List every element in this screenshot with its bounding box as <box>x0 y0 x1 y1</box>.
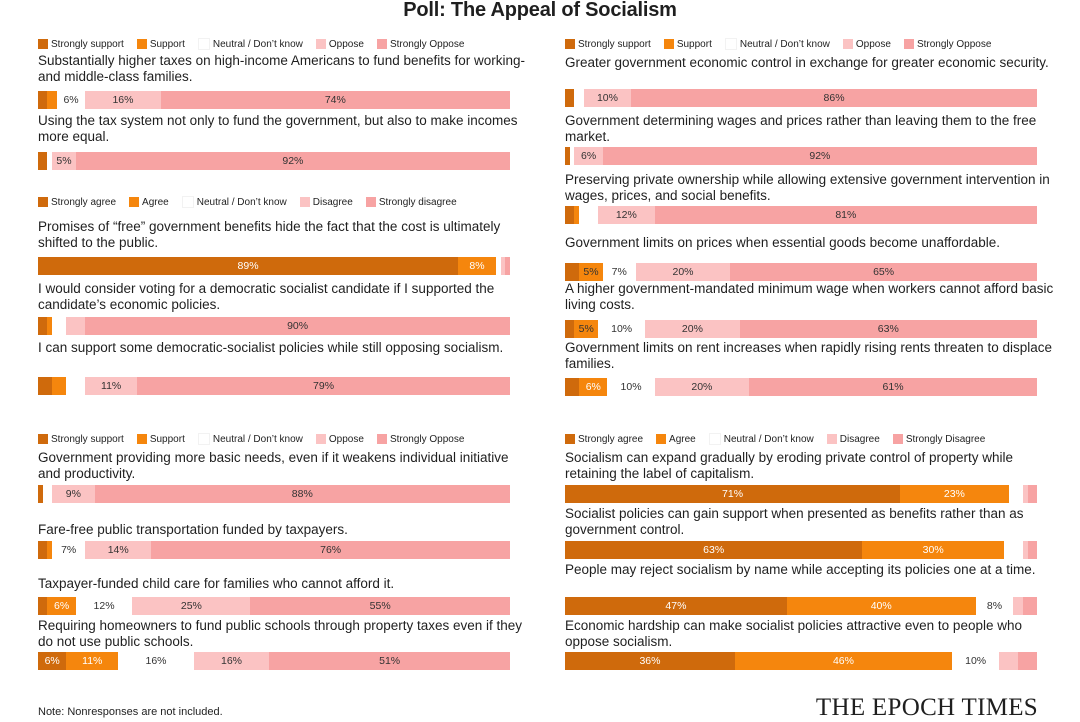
legend-label: Support <box>149 38 185 50</box>
legend-item <box>904 39 992 50</box>
legend-label: Strongly disagree <box>378 196 457 208</box>
bar-segment <box>38 377 52 395</box>
bar-segment <box>38 597 47 615</box>
question-text: Government limits on rent increases when rapidly rising rents threaten to displace families. <box>565 340 1052 371</box>
chart-legend <box>565 432 998 446</box>
legend-swatch <box>300 197 310 207</box>
data-label: 6% <box>585 381 601 393</box>
data-label: 10% <box>620 381 642 393</box>
bar-segment <box>38 91 47 109</box>
data-label: 6% <box>63 94 79 106</box>
question-text: Economic hardship can make socialist policies attractive even to people who oppose socialism. <box>565 618 1022 649</box>
bar-segment <box>1023 597 1037 615</box>
legend-swatch <box>565 434 575 444</box>
question-text: Promises of “free” government benefits hide the fact that the cost is ultimately shifted to the public. <box>38 219 501 250</box>
legend-label: Disagree <box>839 433 880 445</box>
data-label: 47% <box>665 600 687 612</box>
bar-segment <box>1009 485 1023 503</box>
stacked-bar <box>565 147 1037 165</box>
stacked-bar <box>565 652 1037 670</box>
stacked-bar <box>38 257 510 275</box>
legend-item <box>565 434 643 445</box>
data-label: 8% <box>469 260 485 272</box>
legend-item <box>366 197 457 208</box>
legend-swatch <box>38 434 48 444</box>
question-text: People may reject socialism by name while accepting its policies one at a time. <box>565 562 1036 577</box>
stacked-bar <box>565 320 1037 338</box>
legend-item <box>827 434 880 445</box>
chart-legend <box>565 37 1004 51</box>
data-label: 55% <box>369 600 391 612</box>
chart-legend <box>38 432 477 446</box>
legend-label: Strongly Disagree <box>905 433 986 445</box>
stacked-bar <box>38 485 510 503</box>
bar-segment <box>1028 541 1037 559</box>
legend-item <box>129 197 169 208</box>
data-label: 51% <box>379 655 401 667</box>
legend-label: Strongly Oppose <box>389 38 465 50</box>
question-text: Substantially higher taxes on high-income Americans to fund benefits for working- and middle-class families. <box>38 53 526 84</box>
bar-segment <box>47 91 56 109</box>
stacked-bar <box>565 485 1037 503</box>
legend-swatch <box>725 38 737 50</box>
bar-segment <box>52 377 66 395</box>
question-text: Fare-free public transportation funded by taxpayers. <box>38 522 348 537</box>
stacked-bar <box>38 541 510 559</box>
legend-swatch <box>377 434 387 444</box>
data-label: 6% <box>54 600 70 612</box>
stacked-bar <box>38 377 510 395</box>
data-label: 61% <box>882 381 904 393</box>
data-label: 81% <box>835 209 857 221</box>
data-label: 46% <box>832 655 854 667</box>
data-label: 7% <box>61 544 77 556</box>
data-label: 5% <box>578 323 594 335</box>
question-text: Requiring homeowners to fund public schools through property taxes even if they do not use public schools. <box>38 618 523 649</box>
footnote: Note: Nonresponses are not included. <box>38 706 223 718</box>
legend-item <box>38 197 116 208</box>
legend-label: Strongly support <box>578 38 651 50</box>
legend-item <box>198 433 303 445</box>
stacked-bar <box>565 378 1037 396</box>
legend-item <box>709 433 814 445</box>
data-label: 5% <box>583 266 599 278</box>
bar-segment <box>38 152 47 170</box>
legend-item <box>656 434 696 445</box>
data-label: 65% <box>873 266 895 278</box>
stacked-bar <box>565 263 1037 281</box>
bar-segment <box>574 89 583 107</box>
legend-label: Oppose <box>328 433 364 445</box>
legend-label: Support <box>149 433 185 445</box>
stacked-bar <box>565 89 1037 107</box>
stacked-bar <box>565 206 1037 224</box>
data-label: 92% <box>809 150 831 162</box>
chart-title: Poll: The Appeal of Socialism <box>403 0 677 21</box>
question-text: Government limits on prices when essential goods become unaffordable. <box>565 235 1000 250</box>
data-label: 8% <box>986 600 1003 612</box>
legend-item <box>198 38 303 50</box>
legend-item <box>182 196 287 208</box>
legend-item <box>316 39 364 50</box>
stacked-bar <box>38 152 510 170</box>
bar-segment <box>505 257 510 275</box>
data-label: 92% <box>282 155 304 167</box>
legend-label: Oppose <box>328 38 364 50</box>
legend-swatch <box>377 39 387 49</box>
data-label: 9% <box>65 488 81 500</box>
stacked-bar <box>38 317 510 335</box>
data-label: 20% <box>672 266 694 278</box>
question-text: A higher government-mandated minimum wage when workers cannot afford basic living costs. <box>565 281 1054 312</box>
bar-segment <box>565 89 574 107</box>
data-label: 25% <box>180 600 202 612</box>
legend-label: Neutral / Don’t know <box>212 38 303 50</box>
question-text: Greater government economic control in exchange for greater economic security. <box>565 55 1049 70</box>
legend-item <box>664 39 712 50</box>
data-label: 10% <box>965 655 987 667</box>
data-label: 12% <box>93 600 115 612</box>
legend-label: Strongly agree <box>578 433 644 445</box>
data-label: 11% <box>101 380 122 392</box>
question-text: I would consider voting for a democratic socialist candidate if I supported the candidate’s economic policies. <box>38 281 495 312</box>
legend-swatch <box>656 434 666 444</box>
bar-segment <box>1028 485 1037 503</box>
legend-swatch <box>366 197 376 207</box>
data-label: 71% <box>722 488 744 500</box>
data-label: 23% <box>943 488 965 500</box>
question-text: Preserving private ownership while allowing extensive government intervention in wages, prices, and social benefits. <box>565 172 1050 203</box>
data-label: 79% <box>313 380 335 392</box>
data-label: 90% <box>287 320 309 332</box>
legend-swatch <box>137 434 147 444</box>
bar-segment <box>38 317 47 335</box>
legend-swatch <box>827 434 837 444</box>
legend-swatch <box>198 38 210 50</box>
legend-item <box>300 197 353 208</box>
bar-segment <box>66 377 85 395</box>
data-label: 20% <box>691 381 713 393</box>
legend-label: Agree <box>142 196 169 208</box>
question-text: Government determining wages and prices rather than leaving them to the free market. <box>565 113 1037 144</box>
data-label: 16% <box>112 94 134 106</box>
data-label: 63% <box>877 323 899 335</box>
data-label: 89% <box>237 260 259 272</box>
question-text: Government providing more basic needs, even if it weakens individual initiative and productivity. <box>38 450 509 481</box>
data-label: 88% <box>291 488 313 500</box>
data-label: 16% <box>145 655 167 667</box>
legend-item <box>377 434 465 445</box>
stacked-bar <box>38 91 510 109</box>
data-label: 16% <box>221 655 243 667</box>
legend-label: Neutral / Don’t know <box>196 196 287 208</box>
legend-swatch <box>664 39 674 49</box>
bar-segment <box>1004 541 1023 559</box>
stacked-bar <box>38 597 510 615</box>
legend-swatch <box>129 197 139 207</box>
data-label: 36% <box>639 655 661 667</box>
legend-item <box>725 38 830 50</box>
data-label: 40% <box>870 600 892 612</box>
legend-swatch <box>137 39 147 49</box>
legend-label: Strongly Oppose <box>389 433 465 445</box>
bar-segment <box>52 317 66 335</box>
data-label: 63% <box>703 544 725 556</box>
legend-item <box>377 39 465 50</box>
data-label: 6% <box>581 150 597 162</box>
legend-swatch <box>38 39 48 49</box>
legend-swatch <box>843 39 853 49</box>
question-text: I can support some democratic-socialist policies while still opposing socialism. <box>38 340 504 355</box>
legend-label: Oppose <box>855 38 891 50</box>
data-label: 74% <box>324 94 346 106</box>
data-label: 11% <box>82 655 103 667</box>
legend-label: Strongly Oppose <box>916 38 992 50</box>
bar-segment <box>999 652 1018 670</box>
legend-label: Support <box>676 38 712 50</box>
legend-swatch <box>198 433 210 445</box>
legend-swatch <box>893 434 903 444</box>
bar-segment <box>565 206 574 224</box>
bar-segment <box>565 378 579 396</box>
legend-item <box>38 39 124 50</box>
legend-label: Strongly support <box>51 38 124 50</box>
bar-segment <box>66 317 85 335</box>
bar-segment <box>579 206 598 224</box>
chart-legend <box>38 195 470 209</box>
data-label: 30% <box>922 544 944 556</box>
chart-legend <box>38 37 477 51</box>
data-label: 12% <box>615 209 637 221</box>
legend-item <box>565 39 651 50</box>
legend-swatch <box>904 39 914 49</box>
legend-swatch <box>709 433 721 445</box>
legend-item <box>316 434 364 445</box>
legend-swatch <box>316 434 326 444</box>
legend-swatch <box>316 39 326 49</box>
question-text: Socialism can expand gradually by eroding private control of property while retaining the label of capitalism. <box>565 450 1013 481</box>
data-label: 7% <box>611 266 627 278</box>
legend-label: Agree <box>669 433 696 445</box>
data-label: 6% <box>44 655 60 667</box>
bar-segment <box>1013 597 1022 615</box>
data-label: 5% <box>56 155 72 167</box>
brand-logo: THE EPOCH TIMES <box>815 694 1038 721</box>
legend-swatch <box>565 39 575 49</box>
legend-item <box>137 434 185 445</box>
bar-segment <box>43 485 52 503</box>
question-text: Taxpayer-funded child care for families who cannot afford it. <box>38 576 395 591</box>
legend-swatch <box>182 196 194 208</box>
data-label: 20% <box>681 323 703 335</box>
data-label: 14% <box>107 544 129 556</box>
legend-item <box>843 39 891 50</box>
question-text: Using the tax system not only to fund the government, but also to make incomes more equal. <box>38 113 518 144</box>
bar-segment <box>38 541 47 559</box>
legend-item <box>38 434 124 445</box>
data-label: 86% <box>823 92 845 104</box>
stacked-bar <box>38 652 510 670</box>
data-label: 10% <box>596 92 618 104</box>
legend-label: Disagree <box>312 196 353 208</box>
legend-item <box>893 434 985 445</box>
question-text: Socialist policies can gain support when presented as benefits rather than as government control. <box>565 506 1024 537</box>
legend-label: Strongly agree <box>51 196 117 208</box>
stacked-bar <box>565 541 1037 559</box>
legend-label: Neutral / Don’t know <box>212 433 303 445</box>
legend-label: Neutral / Don’t know <box>739 38 830 50</box>
legend-label: Strongly support <box>51 433 124 445</box>
data-label: 76% <box>320 544 342 556</box>
stacked-bar <box>565 597 1037 615</box>
data-label: 10% <box>611 323 633 335</box>
legend-label: Neutral / Don’t know <box>723 433 814 445</box>
legend-swatch <box>38 197 48 207</box>
bar-segment <box>1018 652 1037 670</box>
legend-item <box>137 39 185 50</box>
